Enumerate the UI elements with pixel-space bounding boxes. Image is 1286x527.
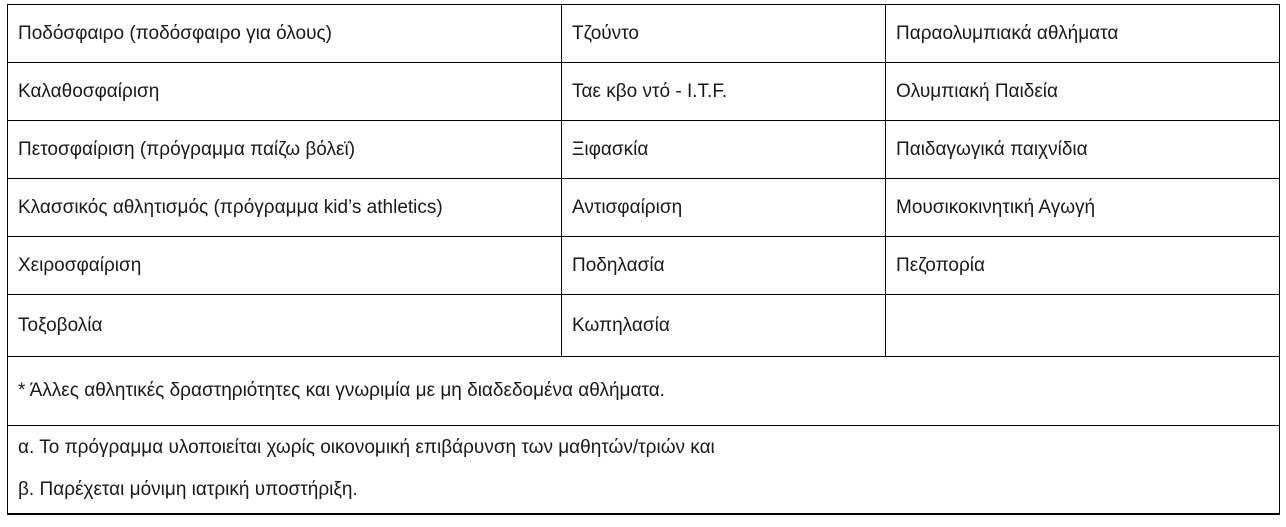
note-row: [8, 357, 1280, 426]
table-cell: Κλασσικός αθλητισμός (πρόγραμμα kid’s athletics): [8, 179, 562, 237]
table-cell: Ξιφασκία: [562, 121, 886, 179]
table-cell: Μουσικοκινητική Αγωγή: [886, 179, 1280, 237]
table-row: [8, 63, 1280, 121]
table-cell: Ταε κβο ντό - I.T.F.: [562, 63, 886, 121]
table-cell: Καλαθοσφαίριση: [8, 63, 562, 121]
table-cell: Παραολυμπιακά αθλήματα: [886, 5, 1280, 63]
table-row: [8, 237, 1280, 295]
table-row: [8, 121, 1280, 179]
footnotes-row: [8, 426, 1280, 514]
table-row: [8, 5, 1280, 63]
table-cell empty-cell: [886, 295, 1280, 357]
sports-activities-table: [7, 4, 1280, 515]
table-row: [8, 179, 1280, 237]
table-row: [8, 295, 1280, 357]
table-cell: Ποδηλασία: [562, 237, 886, 295]
table-cell: Αντισφαίριση: [562, 179, 886, 237]
table-cell: Χειροσφαίριση: [8, 237, 562, 295]
table-cell: Ολυμπιακή Παιδεία: [886, 63, 1280, 121]
footnote-b: β. Παρέχεται μόνιμη ιατρική υποστήριξη.: [18, 479, 358, 501]
table-cell: Πετοσφαίριση (πρόγραμμα παίζω βόλεϊ): [8, 121, 562, 179]
table-cell: Τοξοβολία: [8, 295, 562, 357]
table-cell: Κωπηλασία: [562, 295, 886, 357]
table-cell: Ποδόσφαιρο (ποδόσφαιρο για όλους): [8, 5, 562, 63]
footnote-a: α. Το πρόγραμμα υλοποιείται χωρίς οικονομική επιβάρυνση των μαθητών/τριών και: [18, 437, 715, 459]
table-cell: Παιδαγωγικά παιχνίδια: [886, 121, 1280, 179]
table-cell: Τζούντο: [562, 5, 886, 63]
note-cell: * Άλλες αθλητικές δραστηριότητες και γνωριμία με μη διαδεδομένα αθλήματα.: [8, 357, 1280, 426]
footnotes-cell: [8, 426, 1280, 514]
table-cell: Πεζοπορία: [886, 237, 1280, 295]
